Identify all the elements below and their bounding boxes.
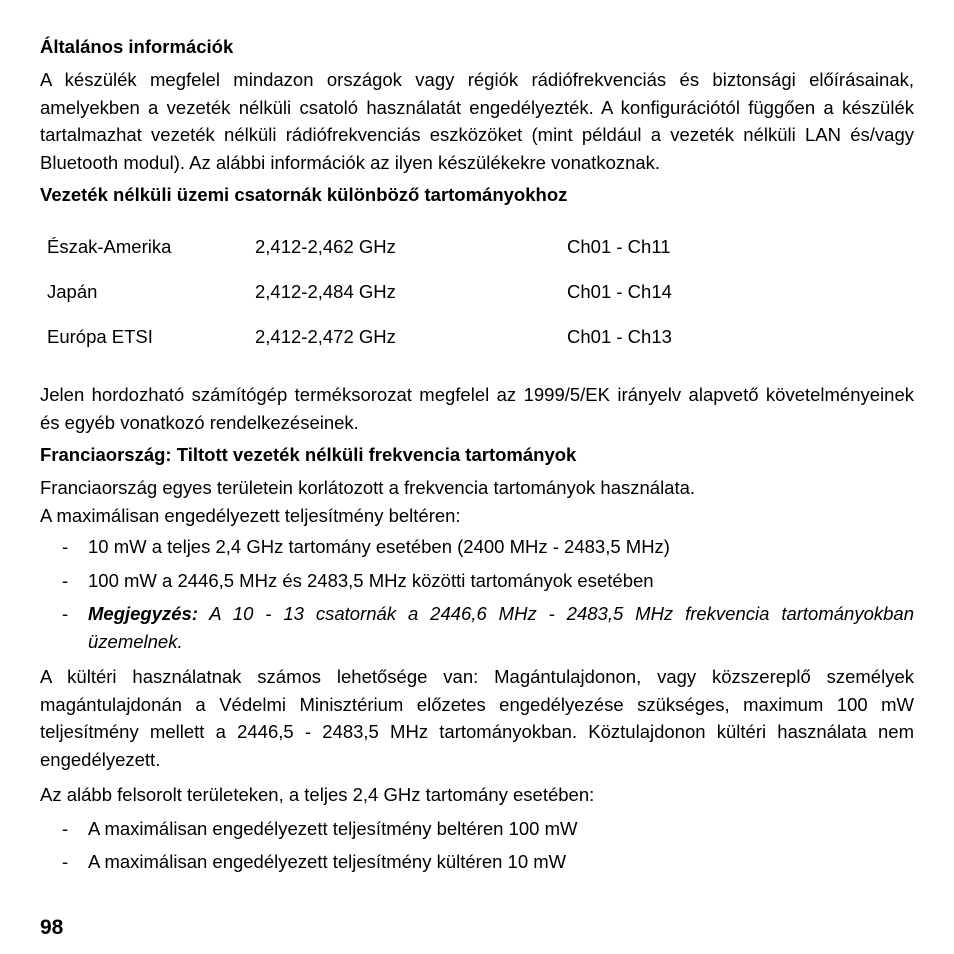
table-cell-frequency: 2,412-2,462 GHz <box>255 235 396 257</box>
list-item-text: 100 mW a 2446,5 MHz és 2483,5 MHz közötti tartományok esetében <box>88 569 654 591</box>
section-heading-channels: Vezeték nélküli üzemi csatornák különböző tartományokhoz <box>40 184 568 205</box>
outdoor-use-paragraph: A kültéri használatnak számos lehetősége van: Magántulajdonon, vagy közszereplő személyek magántulajdonán a Védelmi Minisztérium előzetes engedélyezése szükséges, maximum 100 mW teljesítmény mellett a 2446,5 - 2483,5 MHz tartományokban. Köztulajdonon kültéri használata nem engedélyezett. <box>40 666 914 770</box>
note-label: Megjegyzés: <box>88 603 199 624</box>
areas-intro-paragraph: Az alább felsorolt területeken, a teljes 2,4 GHz tartomány esetében: <box>40 784 595 805</box>
table-cell-region: Észak-Amerika <box>47 235 172 257</box>
table-row <box>40 224 767 269</box>
table-cell-channels: Ch01 - Ch11 <box>567 235 671 257</box>
note-list-item <box>40 600 914 655</box>
table-cell-region: Japán <box>47 280 98 302</box>
list-item <box>40 848 914 876</box>
areas-power-list <box>40 815 914 876</box>
table-cell-region: Európa ETSI <box>47 325 153 347</box>
dash-bullet: - <box>62 536 69 557</box>
list-item <box>40 533 914 561</box>
channel-table <box>40 224 767 359</box>
dash-bullet: - <box>62 817 69 839</box>
france-indoor-max-line: A maximálisan engedélyezett teljesítmény beltéren: <box>40 504 461 526</box>
page-number: 98 <box>40 916 64 939</box>
list-item <box>40 815 914 843</box>
france-intro-paragraph <box>40 474 914 529</box>
directive-compliance-paragraph: Jelen hordozható számítógép terméksorozat megfelel az 1999/5/EK irányelv alapvető követelményeinek és egyéb vonatkozó rendelkezéseinek. <box>40 384 914 433</box>
table-cell-frequency: 2,412-2,484 GHz <box>255 280 396 302</box>
list-item-text: A maximálisan engedélyezett teljesítmény kültéren 10 mW <box>88 851 567 872</box>
note-text: A 10 - 13 csatornák a 2446,6 MHz - 2483,5 MHz frekvencia tartományokban üzemelnek. <box>88 603 914 652</box>
document-page <box>40 36 914 884</box>
section-heading-france: Franciaország: Tiltott vezeték nélküli frekvencia tartományok <box>40 444 577 465</box>
table-cell-frequency: 2,412-2,472 GHz <box>255 325 396 347</box>
dash-bullet: - <box>62 851 69 872</box>
list-item-text: A maximálisan engedélyezett teljesítmény beltéren 100 mW <box>88 817 578 839</box>
table-cell-channels: Ch01 - Ch14 <box>567 280 672 302</box>
general-info-paragraph: A készülék megfelel mindazon országok vagy régiók rádiófrekvenciás és biztonsági előírásainak, amelyekben a vezeték nélküli csatoló használatát engedélyezték. A konfigurációtól függően a készülék tartalmazhat vezeték nélküli rádiófrekvenciás eszközöket (mint például a vezeték nélküli LAN és/vagy Bluetooth modul). Az alábbi információk az ilyen készülékekre vonatkoznak. <box>40 69 914 173</box>
list-item-text: 10 mW a teljes 2,4 GHz tartomány esetében (2400 MHz - 2483,5 MHz) <box>88 536 670 557</box>
section-heading-general-info: Általános információk <box>40 36 234 57</box>
dash-bullet: - <box>62 603 69 624</box>
indoor-power-list <box>40 533 914 655</box>
france-intro-line: Franciaország egyes területein korlátozott a frekvencia tartományok használata. <box>40 477 696 498</box>
dash-bullet: - <box>62 569 69 591</box>
table-row <box>40 269 767 314</box>
list-item <box>40 567 914 595</box>
table-row <box>40 314 767 359</box>
table-cell-channels: Ch01 - Ch13 <box>567 325 672 347</box>
